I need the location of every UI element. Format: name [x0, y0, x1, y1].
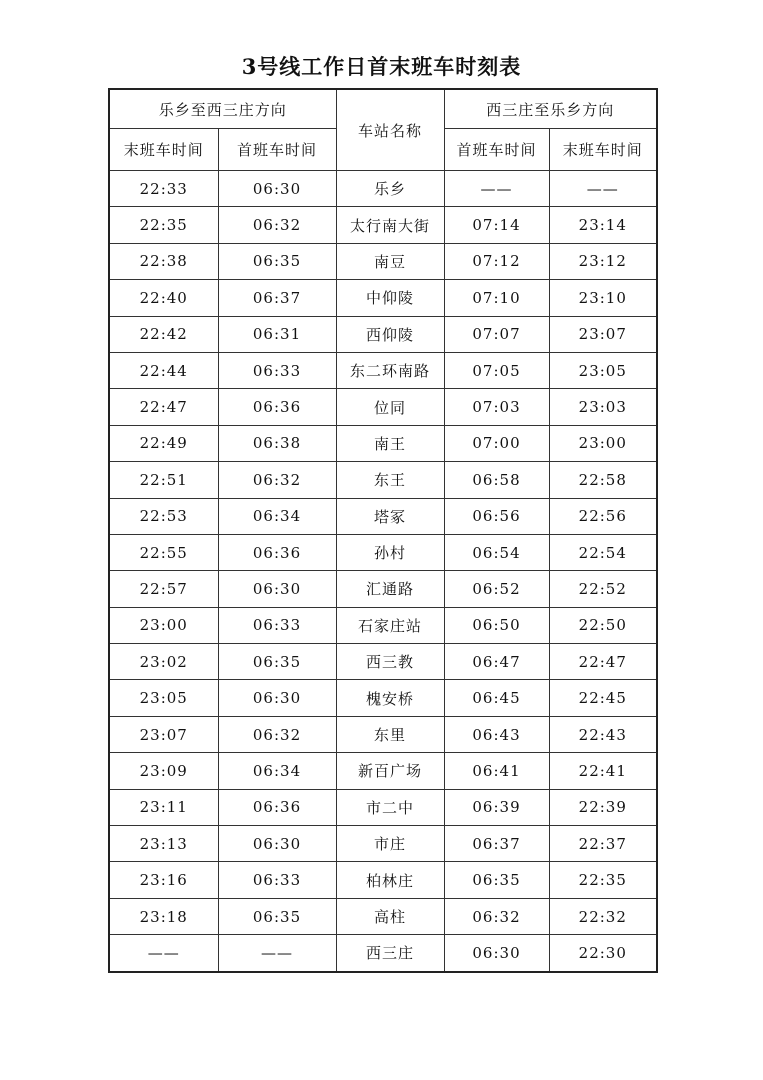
cell-station-name: 西仰陵	[336, 316, 444, 352]
cell-b-first-train: 06:39	[444, 789, 549, 825]
cell-b-last-train: 22:41	[549, 753, 657, 789]
cell-b-first-train: ——	[444, 171, 549, 207]
cell-b-last-train: 22:35	[549, 862, 657, 898]
table-row	[109, 935, 657, 972]
cell-a-last-train: 23:18	[109, 898, 218, 934]
cell-a-last-train: 22:40	[109, 280, 218, 316]
cell-b-last-train: 23:03	[549, 389, 657, 425]
table-row	[109, 898, 657, 934]
header-direction-a: 乐乡至西三庄方向	[109, 89, 336, 129]
cell-a-last-train: 23:05	[109, 680, 218, 716]
cell-b-first-train: 06:37	[444, 826, 549, 862]
cell-a-last-train: 22:42	[109, 316, 218, 352]
cell-station-name: 西三教	[336, 644, 444, 680]
cell-b-first-train: 06:54	[444, 534, 549, 570]
cell-a-first-train: 06:37	[218, 280, 336, 316]
cell-b-first-train: 07:14	[444, 207, 549, 243]
table-row	[109, 243, 657, 279]
header-a-first-train: 首班车时间	[218, 129, 336, 171]
cell-station-name: 汇通路	[336, 571, 444, 607]
cell-station-name: 南王	[336, 425, 444, 461]
timetable-header	[109, 89, 657, 171]
cell-a-last-train: ——	[109, 935, 218, 972]
cell-station-name: 太行南大街	[336, 207, 444, 243]
table-row	[109, 280, 657, 316]
cell-b-first-train: 06:41	[444, 753, 549, 789]
cell-a-last-train: 23:16	[109, 862, 218, 898]
cell-b-first-train: 07:05	[444, 352, 549, 388]
cell-b-first-train: 06:56	[444, 498, 549, 534]
cell-a-first-train: 06:35	[218, 243, 336, 279]
cell-b-last-train: 23:10	[549, 280, 657, 316]
table-row	[109, 498, 657, 534]
cell-a-last-train: 23:13	[109, 826, 218, 862]
cell-b-first-train: 06:35	[444, 862, 549, 898]
header-b-first-train: 首班车时间	[444, 129, 549, 171]
table-row	[109, 462, 657, 498]
cell-a-last-train: 22:53	[109, 498, 218, 534]
cell-a-last-train: 22:35	[109, 207, 218, 243]
cell-b-first-train: 06:58	[444, 462, 549, 498]
cell-b-last-train: 23:14	[549, 207, 657, 243]
cell-a-first-train: 06:30	[218, 680, 336, 716]
cell-a-last-train: 23:02	[109, 644, 218, 680]
timetable	[108, 88, 658, 973]
cell-b-first-train: 07:07	[444, 316, 549, 352]
cell-station-name: 东二环南路	[336, 352, 444, 388]
cell-b-last-train: 23:05	[549, 352, 657, 388]
cell-b-last-train: 22:56	[549, 498, 657, 534]
cell-station-name: 孙村	[336, 534, 444, 570]
cell-station-name: 柏林庄	[336, 862, 444, 898]
cell-b-first-train: 06:50	[444, 607, 549, 643]
cell-station-name: 东王	[336, 462, 444, 498]
cell-b-first-train: 06:47	[444, 644, 549, 680]
cell-a-last-train: 22:33	[109, 171, 218, 207]
table-row	[109, 534, 657, 570]
cell-a-last-train: 23:00	[109, 607, 218, 643]
cell-station-name: 石家庄站	[336, 607, 444, 643]
header-b-last-train: 末班车时间	[549, 129, 657, 171]
cell-a-first-train: 06:35	[218, 898, 336, 934]
cell-a-last-train: 22:57	[109, 571, 218, 607]
cell-a-first-train: 06:30	[218, 571, 336, 607]
cell-station-name: 中仰陵	[336, 280, 444, 316]
table-row	[109, 607, 657, 643]
page-title: 3号线工作日首末班车时刻表	[241, 54, 522, 79]
cell-station-name: 市庄	[336, 826, 444, 862]
cell-b-first-train: 07:03	[444, 389, 549, 425]
table-row	[109, 389, 657, 425]
cell-b-last-train: 22:39	[549, 789, 657, 825]
cell-a-first-train: 06:32	[218, 207, 336, 243]
cell-b-last-train: 22:58	[549, 462, 657, 498]
cell-b-last-train: 22:45	[549, 680, 657, 716]
cell-b-last-train: 22:30	[549, 935, 657, 972]
cell-a-last-train: 22:51	[109, 462, 218, 498]
cell-b-first-train: 07:00	[444, 425, 549, 461]
cell-b-last-train: 23:07	[549, 316, 657, 352]
table-row	[109, 644, 657, 680]
header-a-last-train: 末班车时间	[109, 129, 218, 171]
header-direction-b: 西三庄至乐乡方向	[444, 89, 657, 129]
cell-a-last-train: 22:55	[109, 534, 218, 570]
table-row	[109, 862, 657, 898]
cell-b-first-train: 06:52	[444, 571, 549, 607]
table-row	[109, 753, 657, 789]
cell-a-first-train: 06:33	[218, 352, 336, 388]
cell-a-first-train: 06:35	[218, 644, 336, 680]
cell-b-last-train: 22:52	[549, 571, 657, 607]
header-station-name: 车站名称	[336, 89, 444, 171]
cell-a-last-train: 23:11	[109, 789, 218, 825]
cell-b-last-train: 23:00	[549, 425, 657, 461]
cell-a-first-train: 06:32	[218, 716, 336, 752]
cell-a-last-train: 22:44	[109, 352, 218, 388]
cell-a-first-train: 06:31	[218, 316, 336, 352]
table-row	[109, 352, 657, 388]
table-row	[109, 207, 657, 243]
cell-station-name: 东里	[336, 716, 444, 752]
cell-b-last-train: 22:54	[549, 534, 657, 570]
cell-a-first-train: 06:36	[218, 389, 336, 425]
cell-station-name: 塔冢	[336, 498, 444, 534]
cell-b-first-train: 07:12	[444, 243, 549, 279]
table-row	[109, 680, 657, 716]
cell-station-name: 南豆	[336, 243, 444, 279]
cell-station-name: 西三庄	[336, 935, 444, 972]
cell-a-first-train: 06:36	[218, 534, 336, 570]
cell-a-last-train: 22:49	[109, 425, 218, 461]
cell-a-last-train: 23:07	[109, 716, 218, 752]
cell-b-last-train: ——	[549, 171, 657, 207]
cell-a-first-train: 06:34	[218, 498, 336, 534]
timetable-body	[109, 171, 657, 972]
cell-station-name: 新百广场	[336, 753, 444, 789]
cell-station-name: 市二中	[336, 789, 444, 825]
cell-a-first-train: 06:30	[218, 171, 336, 207]
cell-station-name: 乐乡	[336, 171, 444, 207]
cell-b-first-train: 06:43	[444, 716, 549, 752]
cell-station-name: 槐安桥	[336, 680, 444, 716]
cell-a-first-train: 06:30	[218, 826, 336, 862]
cell-b-last-train: 22:50	[549, 607, 657, 643]
cell-b-first-train: 06:45	[444, 680, 549, 716]
table-row	[109, 571, 657, 607]
cell-b-last-train: 22:37	[549, 826, 657, 862]
cell-a-first-train: 06:33	[218, 607, 336, 643]
cell-a-first-train: 06:36	[218, 789, 336, 825]
cell-a-last-train: 22:47	[109, 389, 218, 425]
table-row	[109, 171, 657, 207]
cell-b-last-train: 22:43	[549, 716, 657, 752]
cell-a-first-train: 06:32	[218, 462, 336, 498]
header-row-directions	[109, 89, 657, 129]
cell-a-first-train: ——	[218, 935, 336, 972]
cell-a-first-train: 06:38	[218, 425, 336, 461]
cell-b-first-train: 07:10	[444, 280, 549, 316]
table-row	[109, 716, 657, 752]
cell-a-last-train: 23:09	[109, 753, 218, 789]
cell-station-name: 位同	[336, 389, 444, 425]
cell-b-last-train: 22:47	[549, 644, 657, 680]
cell-a-first-train: 06:34	[218, 753, 336, 789]
cell-b-first-train: 06:30	[444, 935, 549, 972]
cell-station-name: 高柱	[336, 898, 444, 934]
cell-a-first-train: 06:33	[218, 862, 336, 898]
cell-a-last-train: 22:38	[109, 243, 218, 279]
table-row	[109, 316, 657, 352]
table-row	[109, 425, 657, 461]
cell-b-first-train: 06:32	[444, 898, 549, 934]
table-row	[109, 826, 657, 862]
cell-b-last-train: 23:12	[549, 243, 657, 279]
cell-b-last-train: 22:32	[549, 898, 657, 934]
table-row	[109, 789, 657, 825]
